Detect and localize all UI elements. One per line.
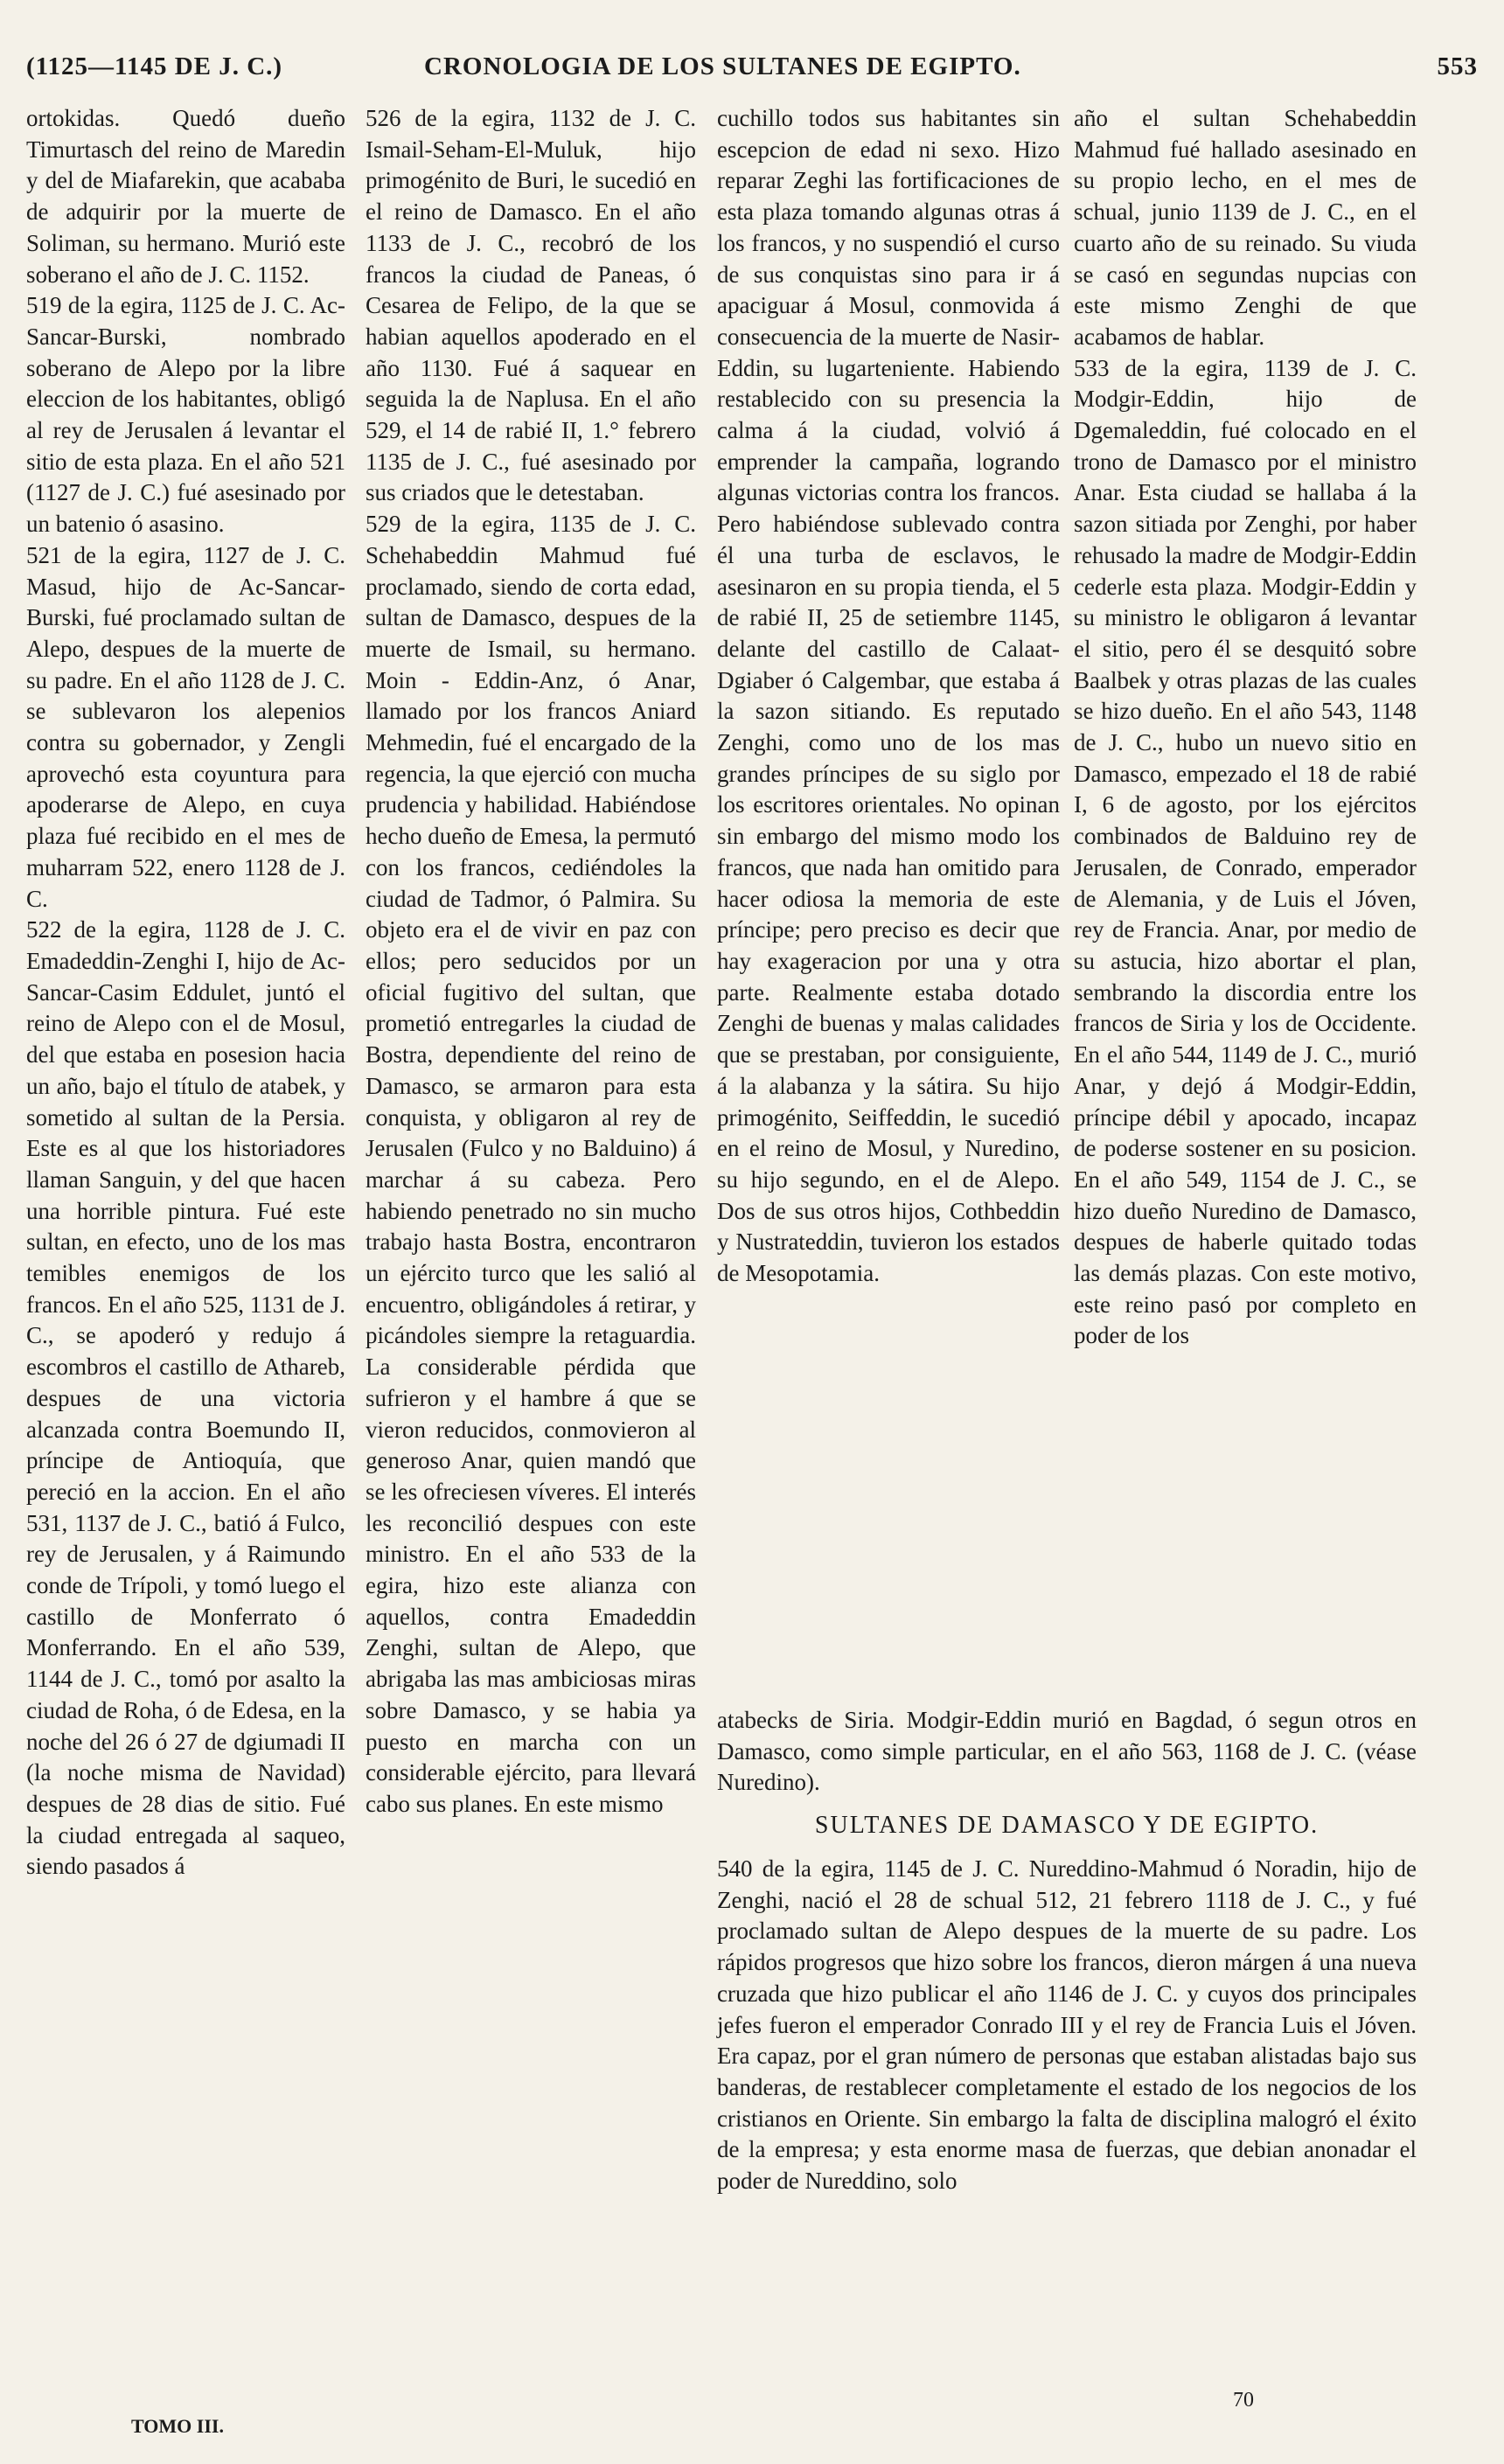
- running-header: [26, 52, 1478, 87]
- text-column-2: [366, 103, 696, 1820]
- paragraph: ortokidas. Quedó dueño Timurtasch del reino de Maredin y del de Miafarekin, que acababa de adquirir por la muerte de Soliman, su hermano. Murió este soberano el año de J. C. 1152.: [26, 105, 345, 288]
- paragraph: 529 de la egira, 1135 de J. C. Schehabeddin Mahmud fué proclamado, siendo de corta edad, sultan de Damasco, despues de la muerte de Ismail, su hermano. Moin - Eddin-Anz, ó Anar, llamado por los francos Aniard Mehmedin, fué el encargado de la regencia, la que ejerció con mucha prudencia y habilidad. Habiéndose hecho dueño de Emesa, la permutó con los francos, cediéndoles la ciudad de Tadmor, ó Palmira. Su objeto era el de vivir en paz con ellos; pero seducidos por un oficial fugitivo del sultan, que prometió entregarles la ciudad de Bostra, dependiente del reino de Damasco, se armaron para esta conquista, y obligaron al rey de Jerusalen (Fulco y no Balduino) á marchar á su cabeza. Pero habiendo penetrado no sin mucho trabajo hasta Bostra, encontraron un ejército turco que les salió al encuentro, obligándoles á retirar, y picándoles siempre la retaguardia. La considerable pérdida que sufrieron y el hambre á que se vieron reducidos, conmovieron al generoso Anar, quien mandó que se les ofreciesen víveres. El interés les reconcilió despues con este ministro. En el año 533 de la egira, hizo este alianza con aquellos, contra Emadeddin Zenghi, sultan de Alepo, que abrigaba las mas ambiciosas miras sobre Damasco, y se habia ya puesto en marcha con un considerable ejército, para llevará cabo sus planes. En este mismo: [366, 511, 696, 1817]
- signature-mark: 70: [1233, 2389, 1254, 2412]
- header-title: CRONOLOGIA DE LOS SULTANES DE EGIPTO.: [424, 52, 1021, 80]
- paragraph: 522 de la egira, 1128 de J. C. Emadeddin-Zenghi I, hijo de Ac-Sancar-Casim Eddulet, juntó el reino de Alepo con el de Mosul, del que estaba en posesion hacia un año, bajo el título de atabek, y sometido al sultan de la Persia. Este es al que los historiadores llaman Sanguin, y del que hacen una horrible pintura. Fué este sultan, en efecto, uno de los mas temibles enemigos de los francos. En el año 525, 1131 de J. C., se apoderó y redujo á escombros el castillo de Athareb, despues de una victoria alcanzada contra Boemundo II, príncipe de Antioquía, que pereció en la accion. En el año 531, 1137 de J. C., batió á Fulco, rey de Jerusalen, y á Raimundo conde de Trípoli, y tomó luego el castillo de Monferrato ó Monferrando. En el año 539, 1144 de J. C., tomó por asalto la ciudad de Roha, ó de Edesa, en la noche del 26 ó 27 de dgiumadi II (la noche misma de Navidad) despues de 28 dias de sitio. Fué la ciudad entregada al saqueo, siendo pasados á: [26, 916, 345, 1880]
- text-column-3: [717, 103, 1060, 1290]
- paragraph: año el sultan Schehabeddin Mahmud fué hallado asesinado en su propio lecho, en el mes de schual, junio 1139 de J. C., en el cuarto año de su reinado. Su viuda se casó en segundas nupcias con este mismo Zenghi de que acabamos de hablar.: [1074, 105, 1417, 350]
- text-column-4: [1074, 103, 1417, 1352]
- paragraph: cuchillo todos sus habitantes sin escepcion de edad ni sexo. Hizo reparar Zeghi las fortificaciones de esta plaza tomando algunas otras á los francos, y no suspendió el curso de sus conquistas sino para ir á apaciguar á Mosul, conmovida á consecuencia de la muerte de Nasir-Eddin, su lugarteniente. Habiendo restablecido con su presencia la calma á la ciudad, volvió á emprender la campaña, logrando algunas victorias contra los francos. Pero habiéndose sublevado contra él una turba de esclavos, le asesinaron en su propia tienda, el 5 de rabié II, 25 de setiembre 1145, delante del castillo de Calaat-Dgiaber ó Calgembar, que estaba á la sazon sitiando. Es reputado Zenghi, como uno de los mas grandes príncipes de su siglo por los escritores orientales. No opinan sin embargo del mismo modo los francos, que nada han omitido para hacer odiosa la memoria de este príncipe; pero preciso es decir que hay exageracion por una y otra parte. Realmente estaba dotado Zenghi de buenas y malas calidades que se prestaban, por consiguiente, á la alabanza y la sátira. Su hijo primogénito, Seiffeddin, le sucedió en el reino de Mosul, y Nuredino, su hijo segundo, en el de Alepo. Dos de sus otros hijos, Cothbeddin y Nustrateddin, tuvieron los estados de Mesopotamia.: [717, 105, 1060, 1287]
- text-column-1: [26, 103, 345, 1883]
- paragraph: 519 de la egira, 1125 de J. C. Ac-Sancar-Burski, nombrado soberano de Alepo por la libre eleccion de los habitantes, obligó al rey de Jerusalen á levantar el sitio de esta plaza. En el año 521 (1127 de J. C.) fué asesinado por un batenio ó asasino.: [26, 292, 345, 538]
- wide-paragraph: 540 de la egira, 1145 de J. C. Nureddino-Mahmud ó Noradin, hijo de Zenghi, nació el 28 de schual 512, 21 febrero 1118 de J. C., y fué proclamado sultan de Alepo despues de la muerte de su padre. Los rápidos progresos que hizo sobre los francos, dieron márgen á una nueva cruzada que hizo publicar el año 1146 de J. C. y cuyos dos principales jefes fueron el emperador Conrado III y el rey de Francia Luis el Jóven. Era capaz, por el gran número de personas que estaban alistadas bajo sus banderas, de restablecer completamente el estado de los negocios de los cristianos en Oriente. Sin embargo la falta de disciplina malogró el éxito de la empresa; y esta enorme masa de fuerzas, que debian anonadar el poder de Nureddino, solo: [717, 1855, 1417, 2195]
- volume-label: TOMO III.: [131, 2415, 224, 2437]
- section-title: SULTANES DE DAMASCO Y DE EGIPTO.: [814, 1812, 1319, 1839]
- paragraph: 533 de la egira, 1139 de J. C. Modgir-Eddin, hijo de Dgemaleddin, fué colocado en el trono de Damasco por el ministro Anar. Esta ciudad se hallaba á la sazon sitiada por Zenghi, por haber rehusado la madre de Modgir-Eddin cederle esta plaza. Modgir-Eddin y su ministro le obligaron á levantar el sitio, pero él se desquitó sobre Baalbek y otras plazas de las cuales se hizo dueño. En el año 543, 1148 de J. C., hubo un nuevo sitio en Damasco, empezado el 18 de rabié I, 6 de agosto, por los ejércitos combinados de Balduino rey de Jerusalen, de Conrado, emperador de Alemania, y de Luis el Jóven, rey de Francia. Anar, por medio de su astucia, hizo abortar el plan, sembrando la discordia entre los francos de Siria y los de Occidente. En el año 544, 1149 de J. C., murió Anar, y dejó á Modgir-Eddin, príncipe débil y apocado, incapaz de poderse sostener en su posicion. En el año 549, 1154 de J. C., se hizo dueño Nuredino de Damasco, despues de haberle quitado todas las demás plazas. Con este motivo, este reino pasó por completo en poder de los: [1074, 354, 1417, 1349]
- header-date-range: (1125—1145 DE J. C.): [26, 52, 283, 80]
- bridge-paragraph: atabecks de Siria. Modgir-Eddin murió en Bagdad, ó segun otros en Damasco, como simple particular, en el año 563, 1168 de J. C. (véase Nuredino).: [717, 1707, 1417, 1796]
- paragraph: 521 de la egira, 1127 de J. C. Masud, hijo de Ac-Sancar-Burski, fué proclamado sultan de Alepo, despues de la muerte de su padre. En el año 1128 de J. C. se sublevaron los alepenios contra su gobernador, y Zengli aprovechó esta coyuntura para apoderarse de Alepo, en cuya plaza fué recibido en el mes de muharram 522, enero 1128 de J. C.: [26, 541, 345, 912]
- page-number: 553: [1437, 52, 1478, 80]
- paragraph: 526 de la egira, 1132 de J. C. Ismail-Seham-El-Muluk, hijo primogénito de Buri, le sucedió en el reino de Damasco. En el año 1133 de J. C., recobró de los francos la ciudad de Paneas, ó Cesarea de Felipo, de la que se habian aquellos apoderado en el año 1130. Fué á saquear en seguida la de Naplusa. En el año 529, el 14 de rabié II, 1.° febrero 1135 de J. C., fué asesinado por sus criados que le detestaban.: [366, 105, 696, 506]
